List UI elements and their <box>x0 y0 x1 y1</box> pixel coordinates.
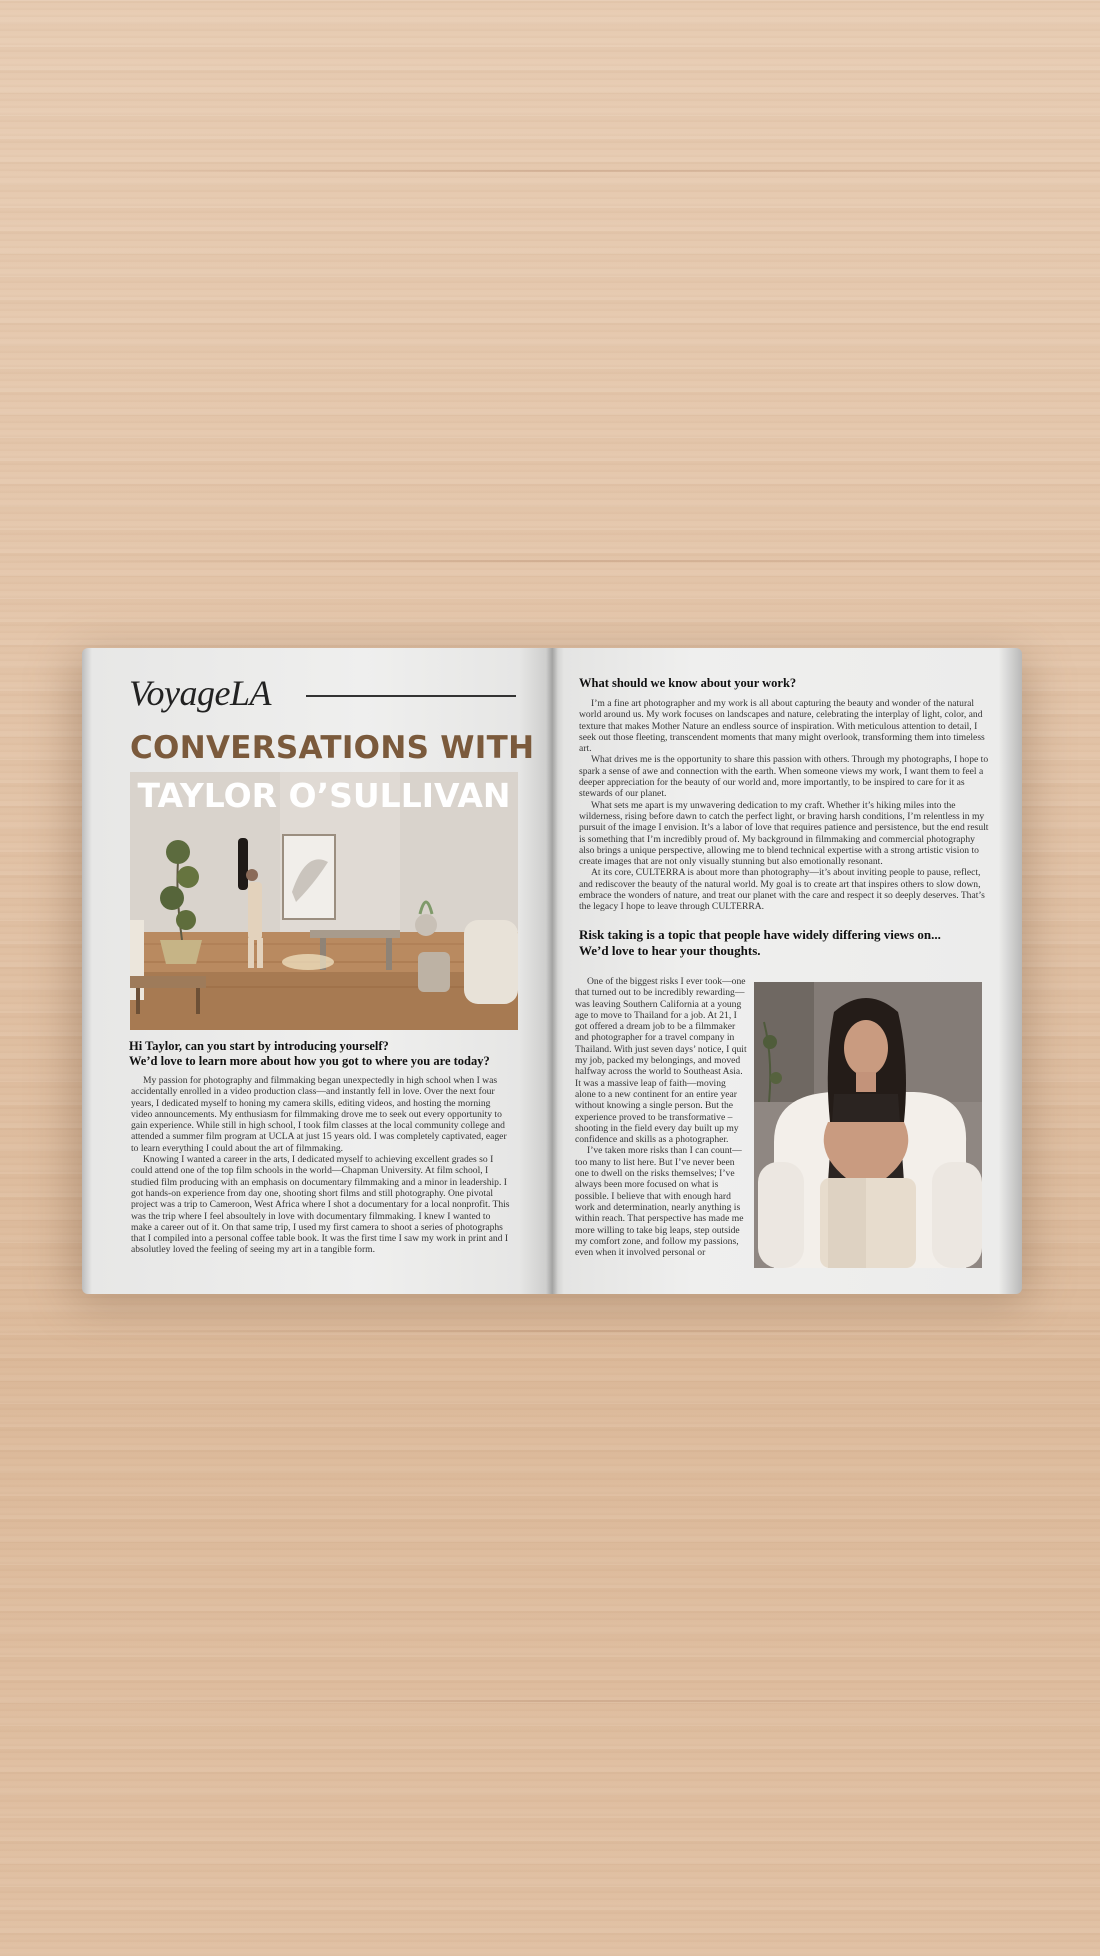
right-page <box>552 648 1022 1294</box>
wood-seam <box>0 170 1100 172</box>
work-answer <box>579 698 991 913</box>
question-line: We’d love to learn more about how you got to where you are today? <box>129 1054 490 1068</box>
paragraph: At its core, CULTERRA is about more than photography—it’s about inviting people to pause, reflect, and rediscover the beauty of the natural world. My goal is to create art that inspires others to slow down, embrace the wonders of nature, and treat our planet with the care and respect it so deeply deserves. That’s the legacy I hope to leave through CULTERRA. <box>579 867 985 913</box>
intro-question <box>129 1039 490 1069</box>
paragraph: What sets me apart is my unwavering dedication to my craft. Whether it’s hiking miles into the wilderness, rising before dawn to catch the perfect light, or braving harsh conditions, I’m relentless in my pursuit of the image I envision. It’s a labor of love that requires patience and persistence, but the end result is something that I’m incredibly proud of. My background in filmmaking and commercial photography also brings a unique perspective, allowing me to blend technical expertise with a strong artistic vision to create images that are not only visually stunning but also emotionally resonant. <box>579 799 989 868</box>
work-question <box>579 676 796 691</box>
paragraph: Knowing I wanted a career in the arts, I dedicated myself to achieving excellent grades so I could attend one of the top film schools in the world—Chapman University. At film school, I studied film producing with an emphasis on documentary filmmaking and a minor in leadership. I got hands-on experience from day one, shooting short films and still photography. One pivotal project was a trip to Cameroon, West Africa where I shot a documentary for a local nonprofit. This was the trip where I feel absoultely in love with documentary filmmaking. I knew I wanted to make a career out of it. On that same trip, I used my first camera to shoot a series of photographs that I compiled into a personal coffee table book. It was the first time I saw my work in print and I absolutley loved the feeling of seeing my art in a tangible form. <box>131 1154 510 1256</box>
question-line: Risk taking is a topic that people have widely differing views on... <box>579 927 941 942</box>
question-line: We’d love to hear your thoughts. <box>579 942 761 958</box>
paragraph: What drives me is the opportunity to share this passion with others. Through my photographs, I hope to spark a sense of awe and connection with the earth. When someone views my work, I want them to feel a deeper appreciation for the beauty of our world and, more importantly, to be inspired to care for it as stewards of our planet. <box>579 754 989 800</box>
paragraph: I’m a fine art photographer and my work is all about capturing the beauty and wonder of the natural world around us. My work focuses on landscapes and nature, celebrating the interplay of light, color, and texture that makes Mother Nature an endless source of inspiration. With meticulous attention to detail, I seek out those fleeting, transcendent moments that many might overlook, transforming them into timeless art. <box>579 698 985 755</box>
paragraph: One of the biggest risks I ever took—one that turned out to be incredibly rewarding—was leaving Southern California at a young age to move to Thailand for a job. At 21, I got offered a dream job to be a filmmaker and photographer for a travel company in Thailand. With just seven days’ notice, I quit my job, packed my belongings, and moved halfway across the world to Southeast Asia. It was a massive leap of faith—moving alone to a new continent for an entire year without knowing a single person. But the experience proved to be transformative – shooting in the field every day built up my confidence and skills as a photographer. <box>575 976 747 1146</box>
hero-name-title: TAYLOR O’SULLIVAN <box>137 776 511 815</box>
open-magazine <box>82 648 1022 1294</box>
hero-photo <box>130 772 518 1030</box>
magazine-spine <box>546 648 558 1294</box>
intro-answer <box>131 1075 513 1256</box>
left-page <box>82 648 552 1294</box>
wood-seam <box>0 560 1100 562</box>
question-line: What should we know about your work? <box>579 676 797 690</box>
wood-seam <box>0 1330 1100 1332</box>
risk-answer <box>575 976 747 1258</box>
headline: CONVERSATIONS WITH <box>130 730 535 766</box>
question-line: Hi Taylor, can you start by introducing yourself? <box>129 1039 389 1053</box>
paragraph: My passion for photography and filmmaking began unexpectedly in high school when I was accidentally enrolled in a video production class—and instantly fell in love. Over the next four years, I dedicated myself to honing my camera skills, editing videos, and hosting the morning video announcements. My enthusiasm for filmmaking drove me to seek out every opportunity to gain experience. While still in high school, I took film classes at the local community college and attended a summer film program at UCLA at just 15 years old. I was completely captivated, eager to learn everything I could about the art of filmmaking. <box>131 1075 507 1154</box>
logo-rule <box>306 695 516 697</box>
risk-question <box>579 927 941 958</box>
paragraph: I’ve taken more risks than I can count—too many to list here. But I’ve never been one to dwell on the risks themselves; I’ve always been more focused on what is possible. I believe that with enough hard work and determination, nearly anything is within reach. That perspective has made me more willing to take big leaps, step outside my comfort zone, and follow my passions, even when it involved personal or <box>575 1145 744 1259</box>
portrait-photo <box>754 982 982 1268</box>
woman-portrait-illustration <box>754 982 982 1268</box>
wood-seam <box>0 1700 1100 1702</box>
magazine-logo: VoyageLA <box>129 673 271 713</box>
